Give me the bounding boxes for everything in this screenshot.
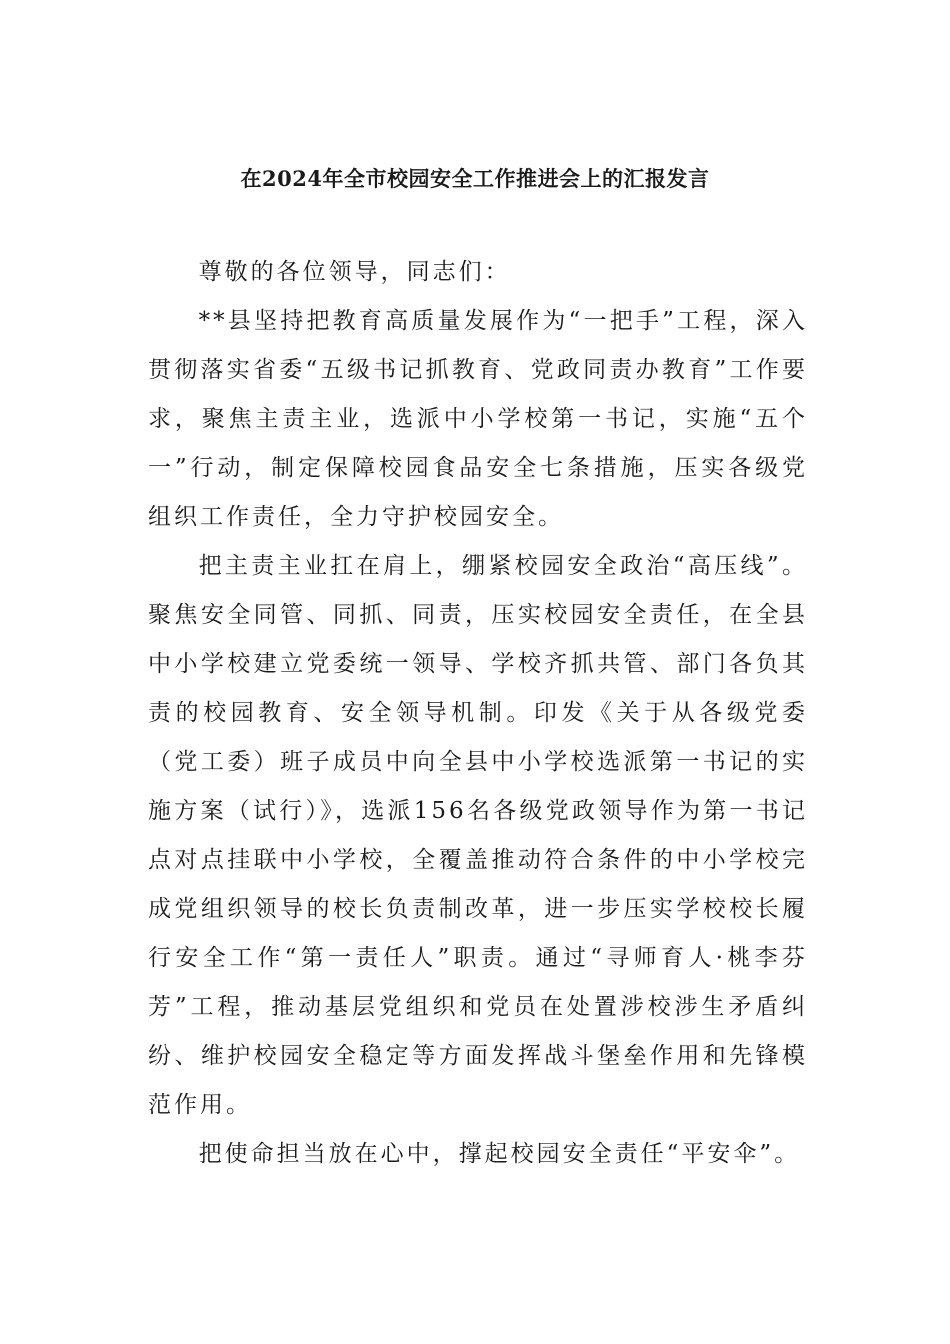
salutation: 尊敬的各位领导，同志们： <box>198 259 511 285</box>
paragraph-intro: **县坚持把教育高质量发展作为“一把手”工程，深入贯彻落实省委“五级书记抓教育、党政同责办教育”工作要求，聚焦主责主业，选派中小学校第一书记，实施“五个一”行动，制定保障校园食品安全七条措施，压实各级党组织工作责任，全力守护校园安全。 <box>148 308 808 530</box>
document-body <box>148 248 808 1179</box>
document-title: 在2024年全市校园安全工作推进会上的汇报发言 <box>240 166 710 191</box>
paragraph-responsibility: 把主责主业扛在肩上，绷紧校园安全政治“高压线”。聚焦安全同管、同抓、同责，压实校园安全责任，在全县中小学校建立党委统一领导、学校齐抓共管、部门各负其责的校园教育、安全领导机制。印发《关于从各级党委（党工委）班子成员中向全县中小学校选派第一书记的实施方案（试行）》，选派156名各级党政领导作为第一书记点对点挂联中小学校，全覆盖推动符合条件的中小学校完成党组织领导的校长负责制改革，进一步压实学校校长履行安全工作“第一责任人”职责。通过“寻师育人·桃李芬芳”工程，推动基层党组织和党员在处置涉校涉生矛盾纠纷、维护校园安全稳定等方面发挥战斗堡垒作用和先锋模范作用。 <box>148 553 808 1118</box>
paragraph-mission: 把使命担当放在心中，撑起校园安全责任“平安伞”。 <box>198 1141 801 1167</box>
